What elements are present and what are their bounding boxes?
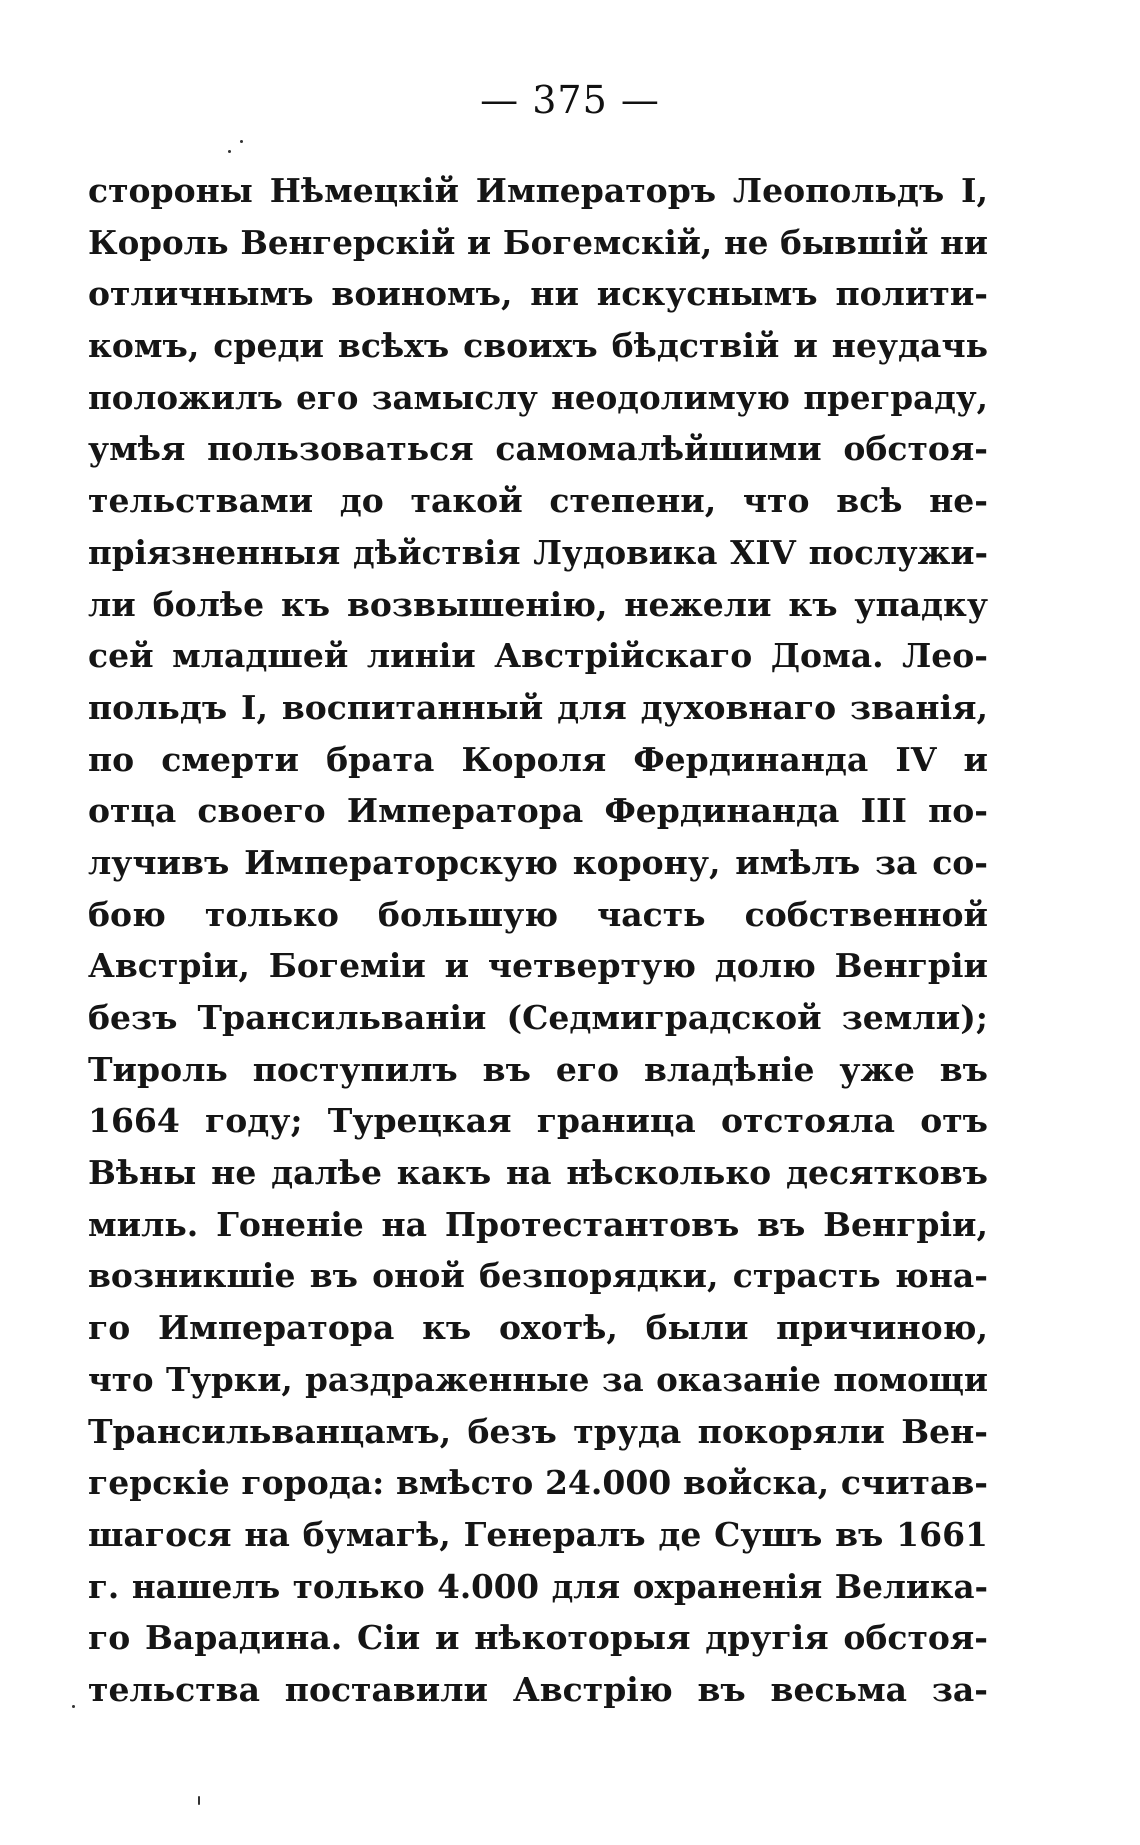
text-line: возникшіе въ оной безпорядки, страсть юна- xyxy=(88,1256,988,1296)
text-line: ли болѣе къ возвышенію, нежели къ упадку xyxy=(88,584,988,624)
text-line: Трансильванцамъ, безъ труда покоряли Вен- xyxy=(88,1411,988,1451)
text-line: по смерти брата Короля Фердинанда IV и xyxy=(88,739,988,779)
text-line: умѣя пользоваться самомалѣйшими обстоя- xyxy=(88,429,988,469)
page-number: — 375 — xyxy=(480,78,660,122)
text-line: лучивъ Императорскую корону, имѣлъ за со- xyxy=(88,842,988,882)
text-line: отца своего Императора Фердинанда III по- xyxy=(88,791,988,831)
text-line: безъ Трансильваніи (Седмиградской земли); xyxy=(88,998,988,1037)
text-line: Австріи, Богеміи и четвертую долю Венгріи xyxy=(88,946,988,986)
text-line: шагося на бумагѣ, Генералъ де Сушъ въ 1661 xyxy=(88,1514,988,1554)
text-line: тельства поставили Австрію въ весьма за- xyxy=(88,1669,988,1709)
scan-speck xyxy=(198,1796,200,1805)
text-line: отличнымъ воиномъ, ни искуснымъ полити- xyxy=(88,274,988,314)
scan-speck xyxy=(228,150,231,153)
text-line: польдъ I, воспитанный для духовнаго званія, xyxy=(88,687,988,727)
text-line: комъ, среди всѣхъ своихъ бѣдствій и неудачь xyxy=(88,326,988,366)
text-line: пріязненныя дѣйствія Лудовика XIV послужи- xyxy=(88,532,988,572)
text-line: г. нашелъ только 4.000 для охраненія Велика- xyxy=(88,1566,988,1606)
text-line: го Императора къ охотѣ, были причиною, xyxy=(88,1308,988,1348)
text-line: сей младшей линіи Австрійскаго Дома. Лео- xyxy=(88,636,988,676)
text-line: Король Венгерскій и Богемскій, не бывшій ни xyxy=(88,222,988,262)
text-line: 1664 году; Турецкая граница отстояла отъ xyxy=(88,1101,988,1141)
text-line: Тироль поступилъ въ его владѣніе уже въ xyxy=(88,1049,988,1089)
scan-speck xyxy=(72,1705,75,1708)
text-line: тельствами до такой степени, что всѣ не- xyxy=(88,481,988,521)
text-line: стороны Нѣмецкій Императоръ Леопольдъ I, xyxy=(88,171,988,210)
body-text xyxy=(88,165,988,1716)
text-line: бою только большую часть собственной xyxy=(88,894,988,934)
text-line: герскіе города: вмѣсто 24.000 войска, считав- xyxy=(88,1463,988,1503)
text-line: Вѣны не далѣе какъ на нѣсколько десятковъ xyxy=(88,1153,988,1193)
text-line: го Варадина. Сіи и нѣкоторыя другія обстоя- xyxy=(88,1618,988,1658)
text-line: положилъ его замыслу неодолимую преграду, xyxy=(88,377,988,417)
text-line: что Турки, раздраженные за оказаніе помощи xyxy=(88,1359,988,1399)
text-line: миль. Гоненіе на Протестантовъ въ Венгріи, xyxy=(88,1204,988,1244)
scan-speck xyxy=(240,140,243,143)
